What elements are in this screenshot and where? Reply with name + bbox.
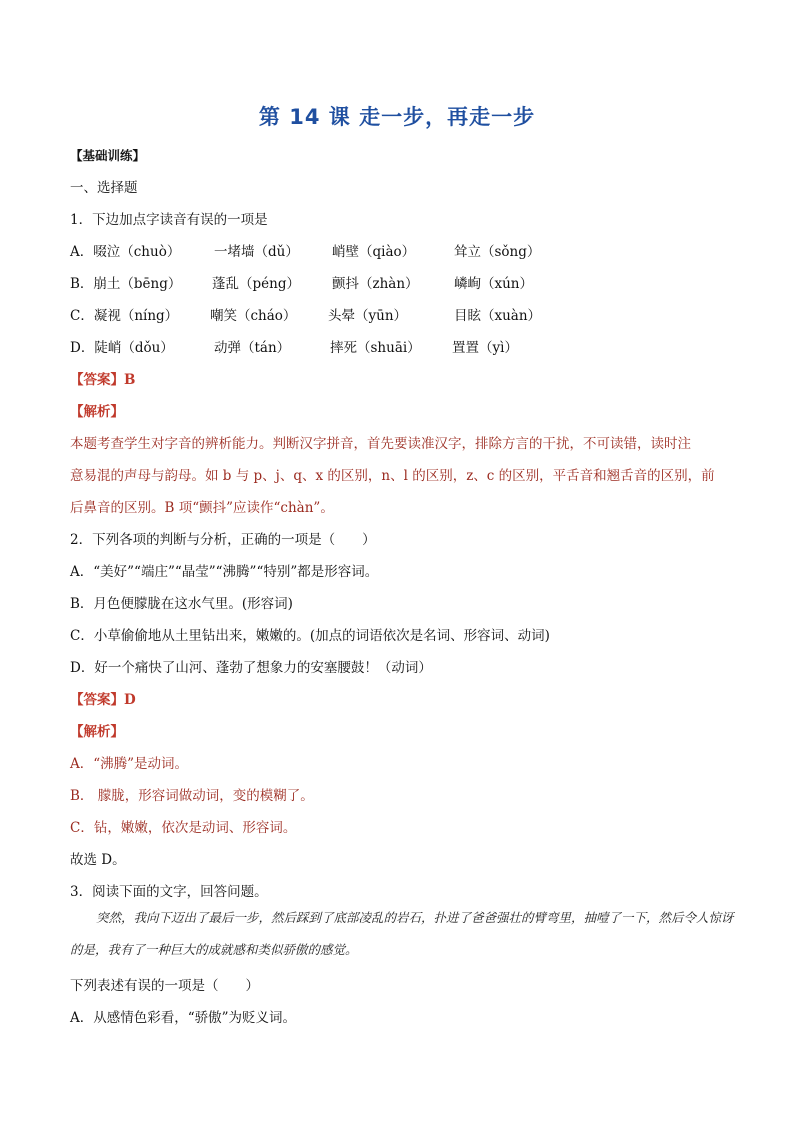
q1-option-a-1: A．啜泣（chuò） [70, 244, 181, 260]
q1-option-a-3: 峭壁（qiào） [332, 244, 416, 260]
q3-passage: 突然，我向下迈出了最后一步，然后踩到了底部凌乱的岩石，扑进了爸爸强壮的臂弯里，抽噎了一下，然后令人惊讶的是，我有了一种巨大的成就感和类似骄傲的感觉。 [70, 910, 734, 957]
q2-conclusion: 故选 D。 [70, 852, 126, 868]
q2-option-a: A．“美好”“端庄”“晶莹”“沸腾”“特别”都是形容词。 [70, 564, 379, 580]
q1-option-d-3: 摔死（shuāi） [330, 340, 421, 356]
q3-option-a: A．从感情色彩看，“骄傲”为贬义词。 [70, 1010, 297, 1026]
q1-option-b-2: 蓬乱（péng） [212, 276, 300, 292]
q1-option-b-1: B．崩土（bēng） [70, 276, 182, 292]
answer-value: B [124, 372, 136, 388]
q2-option-d: D．好一个痛快了山河、蓬勃了想象力的安塞腰鼓！（动词） [70, 660, 432, 676]
q2-analysis-tag: 【解析】 [70, 724, 124, 740]
q1-analysis-line-2: 意易混的声母与韵母。如 b 与 p、j、q、x 的区别，n、l 的区别，z、c 的区别，平舌音和翘舌音的区别，前 [70, 468, 715, 484]
q1-option-b-4: 嶙峋（xún） [454, 276, 534, 292]
q3-sub-stem: 下列表述有误的一项是（ ） [70, 978, 259, 994]
answer-tag: 【答案】 [70, 372, 124, 388]
q1-answer [70, 370, 135, 390]
q2-answer [70, 690, 136, 710]
q1-option-b-3: 颤抖（zhàn） [332, 276, 419, 292]
q2-option-c: C．小草偷偷地从土里钻出来，嫩嫩的。(加点的词语依次是名词、形容词、动词) [70, 628, 550, 644]
answer-tag: 【答案】 [70, 692, 124, 708]
question-3-stem: 3．阅读下面的文字，回答问题。 [70, 884, 268, 900]
q1-analysis-line-1: 本题考查学生对字音的辨析能力。判断汉字拼音，首先要读准汉字，排除方言的干扰，不可读错，读时注 [70, 436, 691, 452]
q1-analysis-line-3: 后鼻音的区别。B 项“颤抖”应读作“chàn”。 [70, 500, 334, 516]
page-title: 第 14 课 走一步，再走一步 [258, 105, 536, 129]
question-2-stem: 2．下列各项的判断与分析，正确的一项是（ ） [70, 532, 376, 548]
q1-option-d-2: 动弹（tán） [214, 340, 291, 356]
q2-analysis-line-2: B． 朦胧，形容词做动词，变的模糊了。 [70, 788, 314, 804]
q1-option-d-1: D．陡峭（dǒu） [70, 340, 174, 356]
q1-option-c-1: C．凝视（níng） [70, 308, 179, 324]
q1-option-c-3: 头晕（yūn） [328, 308, 408, 324]
q2-analysis-line-1: A．“沸腾”是动词。 [70, 756, 189, 772]
q1-option-a-4: 耸立（sǒng） [454, 244, 541, 260]
section-label: 【基础训练】 [70, 148, 146, 163]
q2-analysis-line-3: C．钻，嫩嫩，依次是动词、形容词。 [70, 820, 297, 836]
q1-option-c-2: 嘲笑（cháo） [210, 308, 297, 324]
question-1-stem: 1．下边加点字读音有误的一项是 [70, 212, 268, 228]
q2-option-b: B．月色便朦胧在这水气里。(形容词) [70, 596, 293, 612]
q1-option-d-4: 置置（yì） [452, 340, 518, 356]
part-heading: 一、选择题 [70, 180, 138, 196]
answer-value: D [124, 692, 136, 708]
q1-option-a-2: 一堵墙（dǔ） [214, 244, 299, 260]
q1-analysis-tag: 【解析】 [70, 404, 124, 420]
q1-option-c-4: 目眩（xuàn） [454, 308, 542, 324]
